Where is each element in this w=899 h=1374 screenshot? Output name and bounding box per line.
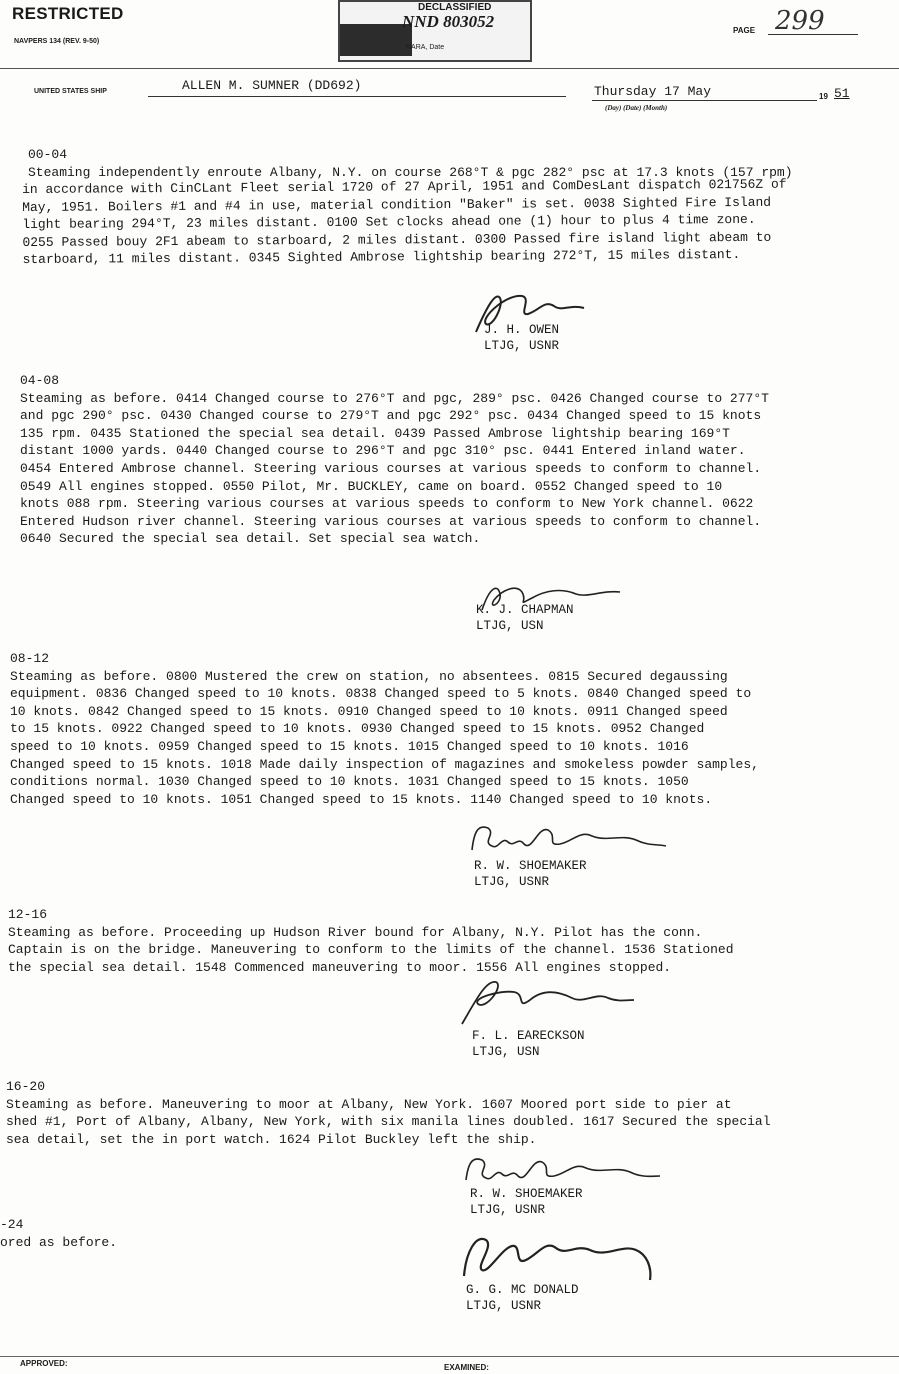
signer-name: R. W. SHOEMAKER <box>470 1187 583 1201</box>
log-line: Steaming as before. Maneuvering to moor at Albany, New York. 1607 Moored port side to pier at <box>6 1096 732 1112</box>
watch-entry-20-24 <box>0 1216 117 1251</box>
log-line: 10 knots. 0842 Changed speed to 15 knots. 0910 Changed speed to 10 knots. 0911 Changed speed <box>10 703 728 719</box>
stamp-nara-date: NARA, Date <box>406 44 445 51</box>
year-prefix: 19 <box>819 92 828 101</box>
log-line: speed to 10 knots. 0959 Changed speed to 15 knots. 1015 Changed speed to 10 knots. 1016 <box>10 738 689 754</box>
handwritten-signature-icon <box>462 1150 662 1190</box>
signature-block-12-16 <box>472 1028 585 1060</box>
signature-block-20-24 <box>466 1282 579 1314</box>
signer-rank: LTJG, USNR <box>470 1203 546 1217</box>
watch-entry-12-16 <box>8 906 734 976</box>
signer-rank: LTJG, USN <box>472 1045 540 1059</box>
signer-rank: LTJG, USNR <box>484 339 560 353</box>
examined-label: EXAMINED: <box>444 1363 489 1372</box>
watch-title: -24 <box>0 1217 24 1232</box>
watch-title: 00-04 <box>28 147 68 162</box>
log-line: Captain is on the bridge. Maneuvering to conform to the limits of the channel. 1536 Stationed <box>8 942 734 958</box>
handwritten-signature-icon <box>456 970 636 1030</box>
log-line: Changed speed to 15 knots. 1018 Made daily inspection of magazines and smokeless powder samples, <box>10 756 759 772</box>
approved-label: APPROVED: <box>20 1359 68 1368</box>
log-line: and pgc 290° psc. 0430 Changed course to 279°T and pgc 292° psc. 0434 Changed speed to 15 knots <box>20 408 762 424</box>
watch-body-00-04 <box>22 176 787 269</box>
classification-label: RESTRICTED <box>12 4 124 23</box>
watch-entry-04-08 <box>20 372 769 548</box>
signer-rank: LTJG, USNR <box>474 875 550 889</box>
log-line: 0549 All engines stopped. 0550 Pilot, Mr. BUCKLEY, came on board. 0552 Changed speed to 10 <box>20 478 723 494</box>
ship-label: UNITED STATES SHIP <box>34 88 107 95</box>
log-line: sea detail, set the in port watch. 1624 Pilot Buckley left the ship. <box>6 1131 537 1147</box>
log-line: knots 088 rpm. Steering various courses at various speeds to conform to New York channel. 0622 <box>20 496 754 512</box>
log-line: Entered Hudson river channel. Steering various courses at various speeds to conform to channel. <box>20 513 762 529</box>
signer-rank: LTJG, USN <box>476 619 544 633</box>
signer-name: F. L. EARECKSON <box>472 1029 585 1043</box>
log-line: Changed speed to 10 knots. 1051 Changed speed to 15 knots. 1140 Changed speed to 10 knots. <box>10 791 713 807</box>
log-line: equipment. 0836 Changed speed to 10 knots. 0838 Changed speed to 5 knots. 0840 Changed speed to <box>10 686 752 702</box>
log-line: 0255 Passed bouy 2F1 abeam to starboard, 2 miles distant. 0300 Passed fire island light abeam to <box>22 229 772 250</box>
watch-title: 12-16 <box>8 907 48 922</box>
ship-name: ALLEN M. SUMNER (DD692) <box>182 78 362 93</box>
watch-title: 04-08 <box>20 373 60 388</box>
page-underline <box>768 34 858 35</box>
log-line: starboard, 11 miles distant. 0345 Sighted Ambrose lightship bearing 272°T, 15 miles distant. <box>22 247 741 268</box>
log-line: Steaming as before. Proceeding up Hudson River bound for Albany, N.Y. Pilot has the conn. <box>8 924 703 940</box>
watch-entry-16-20 <box>6 1078 771 1148</box>
year-value: 51 <box>834 86 850 101</box>
signer-name: R. W. SHOEMAKER <box>474 859 587 873</box>
stamp-declassified-text: DECLASSIFIED <box>418 2 492 13</box>
signer-name: K. J. CHAPMAN <box>476 603 574 617</box>
log-line: 135 rpm. 0435 Stationed the special sea detail. 0439 Passed Ambrose lightship bearing 169°T <box>20 425 730 441</box>
page-number: 299 <box>775 6 825 36</box>
ship-underline <box>148 96 566 97</box>
log-line: 0640 Secured the special sea detail. Set special sea watch. <box>20 531 481 547</box>
log-line: May, 1951. Boilers #1 and #4 in use, material condition "Baker" is set. 0038 Sighted Fire Island <box>22 194 772 215</box>
log-line: Steaming as before. 0414 Changed course to 276°T and pgc, 289° psc. 0426 Changed course to 277°T <box>20 390 769 406</box>
signature-block-16-20 <box>470 1186 583 1218</box>
header-divider <box>0 68 899 69</box>
handwritten-signature-icon <box>476 580 626 620</box>
log-line: to 15 knots. 0922 Changed speed to 10 knots. 0930 Changed speed to 15 knots. 0952 Changed <box>10 721 705 737</box>
signature-block-00-04 <box>484 322 559 354</box>
log-line: Steaming as before. 0800 Mustered the crew on station, no absentees. 0815 Secured degaussing <box>10 668 728 684</box>
signature-block-08-12 <box>474 858 587 890</box>
log-line: shed #1, Port of Albany, Albany, New York, with six manila lines doubled. 1617 Secured the special <box>6 1114 771 1130</box>
log-date: Thursday 17 May <box>594 84 712 99</box>
log-line: distant 1000 yards. 0440 Changed course to 296°T and pgc 310° psc. 0441 Entered inland water. <box>20 443 746 459</box>
watch-title: 16-20 <box>6 1079 46 1094</box>
log-line: ored as before. <box>0 1234 118 1250</box>
handwritten-signature-icon <box>456 1226 656 1286</box>
stamp-authority-number: NND 803052 <box>402 12 495 31</box>
date-underline <box>592 100 817 101</box>
date-caption: (Day) (Date) (Month) <box>605 104 668 112</box>
log-line: 0454 Entered Ambrose channel. Steering various courses at various speeds to conform to channel. <box>20 460 762 476</box>
form-number: NAVPERS 134 (REV. 9-50) <box>14 38 100 45</box>
signature-block-04-08 <box>476 602 574 634</box>
watch-entry-08-12 <box>10 650 759 808</box>
footer-divider <box>0 1356 899 1357</box>
log-line: Steaming independently enroute Albany, N.Y. on course 268°T & pgc 282° psc at 17.3 knots (157 rpm) <box>28 164 793 180</box>
signer-name: J. H. OWEN <box>484 323 560 337</box>
watch-title: 08-12 <box>10 651 50 666</box>
handwritten-signature-icon <box>468 816 668 860</box>
signer-rank: LTJG, USNR <box>466 1299 542 1313</box>
log-line: the special sea detail. 1548 Commenced maneuvering to moor. 1556 All engines stopped. <box>8 959 672 975</box>
log-line: in accordance with CinCLant Fleet serial 1720 of 27 April, 1951 and ComDesLant dispatch 021756Z of <box>22 176 787 197</box>
page-label: PAGE <box>733 26 756 35</box>
log-line: conditions normal. 1030 Changed speed to 10 knots. 1031 Changed speed to 15 knots. 1050 <box>10 774 689 790</box>
log-line: light bearing 294°T, 23 miles distant. 0100 Set clocks ahead one (1) hour to plus 4 time zone. <box>22 212 756 233</box>
signer-name: G. G. MC DONALD <box>466 1283 579 1297</box>
handwritten-signature-icon <box>466 284 596 344</box>
